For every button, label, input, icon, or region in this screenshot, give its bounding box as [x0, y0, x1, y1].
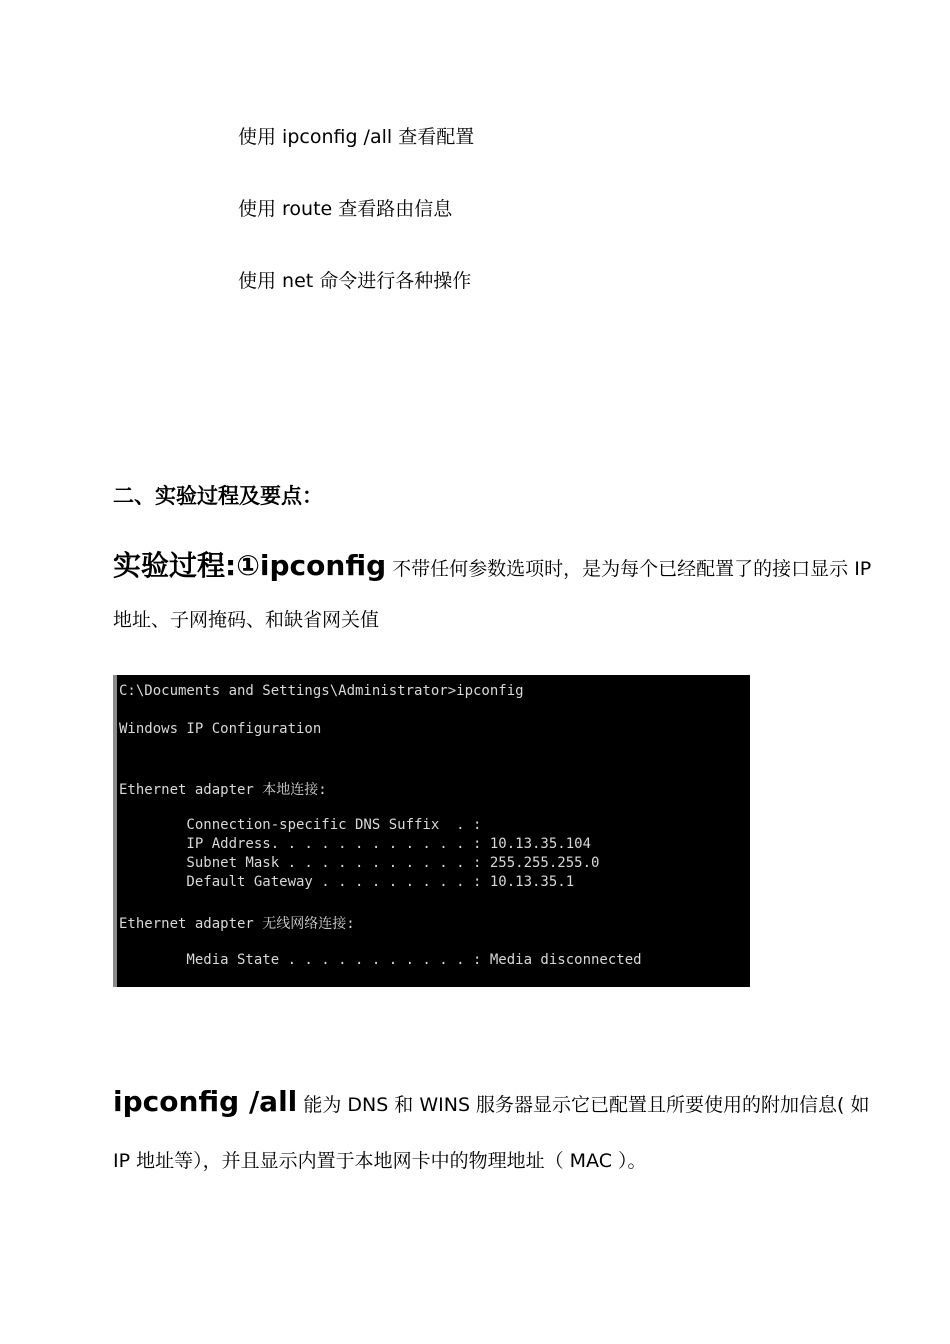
- intro-line-1: 使用 ipconfig /all 查看配置: [238, 126, 475, 148]
- intro-line-2: 使用 route 查看路由信息: [238, 198, 453, 220]
- console-line: Ethernet adapter 无线网络连接:: [119, 916, 355, 932]
- console-line: IP Address. . . . . . . . . . . . : 10.13.35.104: [119, 836, 592, 852]
- process-description: 不带任何参数选项时，是为每个已经配置了的接口显示 IP: [386, 558, 872, 580]
- console-line: Default Gateway . . . . . . . . . : 10.13.35.1: [119, 874, 575, 890]
- console-line: C:\Documents and Settings\Administrator>ipconfig: [119, 683, 524, 699]
- console-line: Windows IP Configuration: [119, 721, 322, 737]
- process-heading-line: [113, 544, 871, 584]
- process-title: 实验过程:①ipconfig: [113, 549, 387, 582]
- console-screenshot: [113, 675, 750, 987]
- console-line: Media State . . . . . . . . . . . : Media disconnected: [119, 952, 642, 968]
- console-line: Connection-specific DNS Suffix . :: [119, 817, 482, 833]
- all-description-cont: IP 地址等），并且显示内置于本地网卡中的物理地址（ MAC ）。: [113, 1150, 647, 1172]
- console-line: Subnet Mask . . . . . . . . . . . : 255.255.255.0: [119, 855, 600, 871]
- intro-line-3: 使用 net 命令进行各种操作: [238, 270, 472, 292]
- console-line: Ethernet adapter 本地连接:: [119, 782, 327, 798]
- section-heading: 二、实验过程及要点：: [113, 484, 323, 508]
- all-description: 能为 DNS 和 WINS 服务器显示它已配置且所要使用的附加信息( 如: [297, 1094, 870, 1116]
- process-description-cont: 地址、子网掩码、和缺省网关值: [113, 609, 380, 631]
- all-heading-line: [113, 1085, 870, 1118]
- all-title: ipconfig /all: [113, 1085, 298, 1118]
